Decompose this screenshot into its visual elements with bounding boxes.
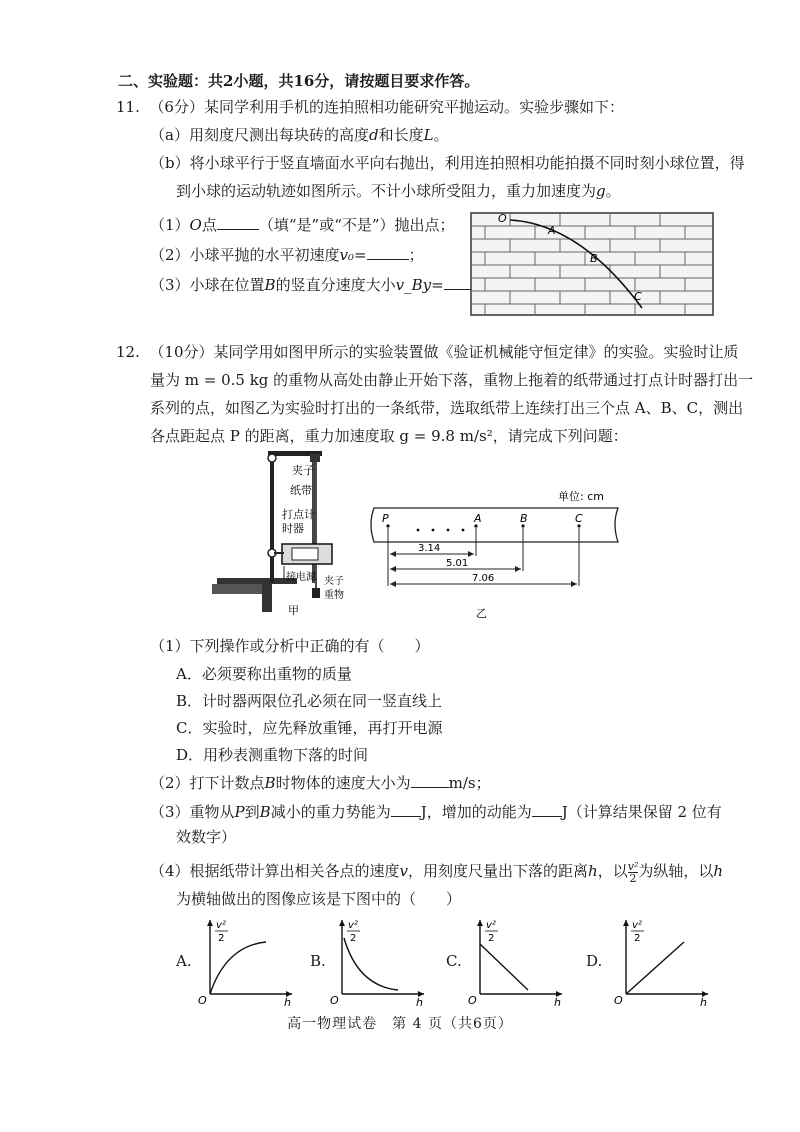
curve-A	[210, 942, 266, 994]
dist-PA: 3.14	[418, 543, 441, 554]
q11-step-a: （a）用刻度尺测出每块砖的高度d和长度L。	[150, 126, 449, 144]
tape-P: P	[382, 512, 389, 525]
axis-y-num: v²	[632, 920, 642, 931]
graph-B	[328, 916, 428, 1006]
paper-tape-figure	[366, 486, 636, 626]
graph-D-label[interactable]: D.	[586, 952, 603, 970]
q12-s4: （4）根据纸带计算出相关各点的速度v，用刻度尺量出下落的距离h，以 $\frac{\text{v²}}{2}$ 为纵轴，以h	[150, 859, 724, 885]
answer-blank[interactable]	[367, 243, 409, 260]
q11-step-b-line2: 到小球的运动轨迹如图所示。不计小球所受阻力，重力加速度为g。	[176, 182, 621, 200]
graph-C-label[interactable]: C.	[446, 952, 462, 970]
axis-x: h	[416, 996, 423, 1006]
point-A-label: A	[548, 224, 556, 237]
caption-yi: 乙	[476, 607, 487, 620]
axis-y-den: 2	[488, 933, 495, 944]
answer-blank[interactable]	[532, 800, 562, 817]
axis-y-den: 2	[634, 933, 641, 944]
tape-C: C	[575, 512, 583, 525]
dist-PC: 7.06	[472, 573, 495, 584]
axis-y-den: 2	[218, 933, 225, 944]
label-timer-1: 打点计	[282, 508, 315, 521]
option-D[interactable]: D．用秒表测重物下落的时间	[176, 746, 369, 764]
point-C-label: C	[634, 290, 642, 303]
option-A[interactable]: A．必须要称出重物的质量	[176, 665, 352, 683]
curve-B	[344, 938, 398, 990]
curve-D	[626, 942, 684, 994]
label-clip-top: 夹子	[292, 464, 314, 477]
q12-s4-line2: 为横轴做出的图像应该是下图中的（ ）	[176, 890, 462, 908]
axis-y-num: v²	[348, 920, 358, 931]
answer-blank[interactable]	[391, 800, 421, 817]
q11-sub2: （2）小球平抛的水平初速度v₀= ；	[150, 243, 424, 266]
answer-blank[interactable]	[217, 213, 259, 230]
axis-x: h	[554, 996, 561, 1006]
option-C[interactable]: C．实验时，应先释放重锤，再打开电源	[176, 719, 443, 737]
axis-origin: O	[330, 994, 339, 1006]
q11-sub3: （3）小球在位置B的竖直分速度大小v_By=	[150, 273, 501, 296]
axis-x: h	[284, 996, 291, 1006]
brick-wall-figure	[470, 212, 714, 316]
q12-s3-line2: 效数字）	[176, 828, 237, 846]
axis-y-den: 2	[350, 933, 357, 944]
point-B-label: B	[590, 252, 598, 265]
label-tape: 纸带	[290, 484, 312, 497]
label-weight: 重物	[324, 590, 344, 601]
tape-A: A	[474, 512, 482, 525]
graph-C	[466, 916, 566, 1006]
axis-origin: O	[468, 994, 477, 1006]
q12-line3: 系列的点，如图乙为实验时打出的一条纸带，选取纸带上连续打出三个点 A、B、C，测出	[150, 399, 744, 417]
point-O-label: O	[498, 212, 507, 225]
q11-step-b-line1: （b）将小球平行于竖直墙面水平向右抛出，利用连拍照相功能拍摄不同时刻小球位置，得	[150, 154, 745, 172]
axis-y-num: v²	[216, 920, 226, 931]
label-power: 接电源	[286, 572, 316, 583]
label-clip-bottom: 夹子	[324, 576, 344, 587]
axis-x: h	[700, 996, 707, 1006]
axis-origin: O	[614, 994, 623, 1006]
tape-unit: 单位: cm	[558, 490, 604, 503]
graph-A-label[interactable]: A.	[176, 952, 192, 970]
axis-origin: O	[198, 994, 207, 1006]
q12-line4: 各点距起点 P 的距离，重力加速度取 g = 9.8 m/s²，请完成下列问题：	[150, 427, 628, 445]
caption-jia: 甲	[288, 604, 299, 617]
q12-line2: 量为 m = 0.5 kg 的重物从高处由静止开始下落，重物上拖着的纸带通过打点计时器打出一	[150, 371, 754, 389]
q12-line1: 12. （10分）某同学用如图甲所示的实验装置做《验证机械能守恒定律》的实验。实验时让质	[116, 343, 739, 361]
label-timer-2: 时器	[282, 522, 304, 535]
q12-s3: （3）重物从P到B减小的重力势能为 J，增加的动能为 J（计算结果保留 2 位有	[150, 800, 722, 823]
tape-B: B	[520, 512, 528, 525]
section-heading: 二、实验题：共2小题，共16分，请按题目要求作答。	[118, 72, 480, 90]
page-footer: 高一物理试卷 第 4 页（共6页）	[287, 1016, 513, 1032]
apparatus-figure	[212, 448, 362, 618]
graph-A	[196, 916, 296, 1006]
axis-y-num: v²	[486, 920, 496, 931]
q12-s2: （2）打下计数点B时物体的速度大小为 m/s；	[150, 771, 491, 794]
q11-sub1: （1）O点 （填“是”或“不是”）抛出点；	[150, 213, 455, 236]
answer-blank[interactable]	[411, 771, 449, 788]
q11-number: 11.	[116, 98, 140, 116]
graph-D	[612, 916, 712, 1006]
q11-intro: 11. （6分）某同学利用手机的连拍照相功能研究平抛运动。实验步骤如下：	[116, 98, 624, 116]
option-B[interactable]: B．计时器两限位孔必须在同一竖直线上	[176, 692, 443, 710]
graph-B-label[interactable]: B.	[310, 952, 326, 970]
fraction-v2-over-2: $\frac{\text{v²}}{2}$	[627, 859, 639, 885]
curve-C	[480, 944, 528, 990]
dist-PB: 5.01	[446, 558, 469, 569]
q12-s1: （1）下列操作或分析中正确的有（ ）	[150, 637, 430, 655]
